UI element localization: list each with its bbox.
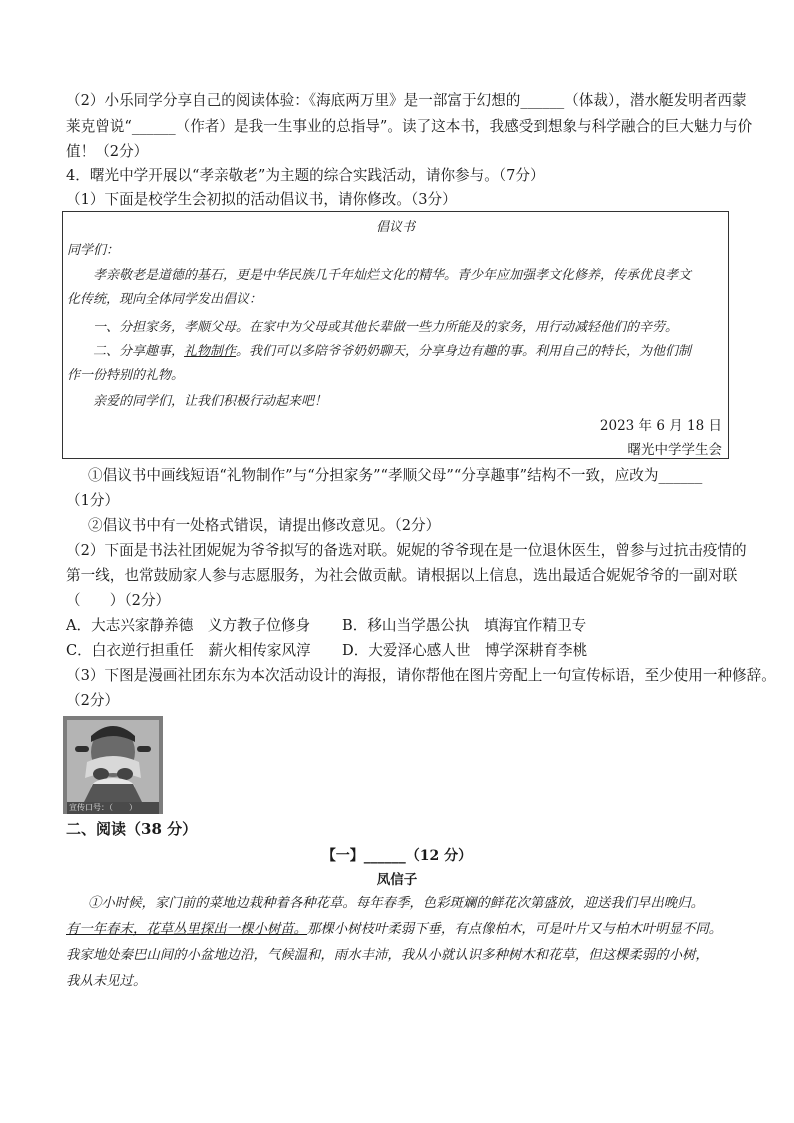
sub-question-1: ①倡议书中画线短语“礼物制作”与“分担家务”“孝顺父母”“分享趣事”结构不一致，应改为______ (88, 467, 703, 484)
poster-illustration (63, 716, 163, 814)
sub-question-1-score: （1分） (66, 492, 120, 509)
proposal-para1-line2: 化传统，现向全体同学发出倡议： (67, 292, 263, 307)
option-a: A．大志兴家静养德 义方教子位修身 (66, 617, 311, 634)
option-d: D．大爱泽心感人世 博学深耕育李桃 (342, 642, 588, 659)
proposal-greeting: 同学们： (67, 243, 120, 258)
article-line2-underlined: 有一年春末，花草丛里探出一棵小树苗。 (66, 922, 308, 937)
option-c: C．白衣逆行担重任 薪火相传家风淳 (66, 642, 311, 659)
article-line3: 我家地处秦巴山间的小盆地边沿，气候温和，雨水丰沛，我从小就认识多种树木和花草，但这棵柔弱的小树， (66, 948, 709, 963)
poster-caption: 宣传口号：（ ） (69, 803, 137, 812)
q4-title: 4．曙光中学开展以“孝亲敬老”为主题的综合实践活动，请你参与。（7分） (66, 167, 545, 184)
q4-2-line2: 第一线，也常鼓励家人参与志愿服务，为社会做贡献。请根据以上信息，选出最适合妮妮爷爷的一副对联 (66, 567, 738, 584)
proposal-date: 2023 年 6 月 18 日 (599, 418, 722, 434)
poster-image (63, 716, 163, 814)
part-title: 【一】______（12 分） (321, 848, 473, 864)
proposal-box (62, 211, 729, 459)
proposal-item2-line2: 作一份特别的礼物。 (67, 368, 185, 383)
proposal-item2 (93, 342, 691, 362)
proposal-item2-post: 。我们可以多陪爷爷奶奶聊天，分享身边有趣的事。利用自己的特长，为他们制 (236, 344, 692, 359)
proposal-para1-line1: 孝亲敬老是道德的基石，更是中华民族几千年灿烂文化的精华。青少年应加强孝文化修养，传承优良孝文 (93, 268, 692, 283)
proposal-item2-underlined: 礼物制作 (184, 344, 237, 359)
proposal-heading: 倡议书 (375, 220, 415, 235)
proposal-signature: 曙光中学学生会 (627, 442, 722, 458)
proposal-item2-pre: 二、分享趣事， (93, 344, 185, 359)
q4-3-line2: （2分） (66, 692, 120, 709)
article-line4: 我从未见过。 (66, 974, 147, 989)
article-line2 (66, 917, 722, 943)
option-b: B．移山当学愚公执 填海宜作精卫专 (342, 617, 587, 634)
q2-line3: 值！（2分） (66, 143, 149, 160)
article-line2-rest: 那棵小树枝叶柔弱下垂，有点像柏木，可是叶片又与柏木叶明显不同。 (307, 922, 723, 937)
q4-2-line1: （2）下面是书法社团妮妮为爷爷拟写的备选对联。妮妮的爷爷现在是一位退休医生，曾参与过抗击疫情的 (66, 542, 747, 559)
q2-line2: 莱克曾说“______（作者）是我一生事业的总指导”。读了这本书，我感受到想象与科学融合的巨大魅力与价 (66, 118, 753, 135)
q4-2-line3: （ ）（2分） (66, 592, 171, 609)
q4-1-title: （1）下面是校学生会初拟的活动倡议书，请你修改。（3分） (66, 191, 457, 208)
proposal-item1: 一、分担家务，孝顺父母。在家中为父母或其他长辈做一些力所能及的家务，用行动减轻他们的辛劳。 (93, 320, 679, 335)
section-heading: 二、阅读（38 分） (66, 820, 198, 838)
article-title: 凤信子 (376, 872, 418, 888)
q4-3-line1: （3）下图是漫画社团东东为本次活动设计的海报，请你帮他在图片旁配上一句宣传标语，至少使用一种修辞。 (66, 667, 776, 684)
article-line1: ①小时候，家门前的菜地边栽种着各种花草。每年春季，色彩斑斓的鲜花次第盛放，迎送我们早出晚归。 (88, 896, 704, 911)
q2-line1: （2）小乐同学分享自己的阅读体验：《海底两万里》是一部富于幻想的______（体裁），潜水艇发明者西蒙 (66, 92, 747, 109)
proposal-closing: 亲爱的同学们，让我们积极行动起来吧！ (93, 394, 328, 409)
sub-question-2: ②倡议书中有一处格式错误，请提出修改意见。（2分） (88, 517, 441, 534)
